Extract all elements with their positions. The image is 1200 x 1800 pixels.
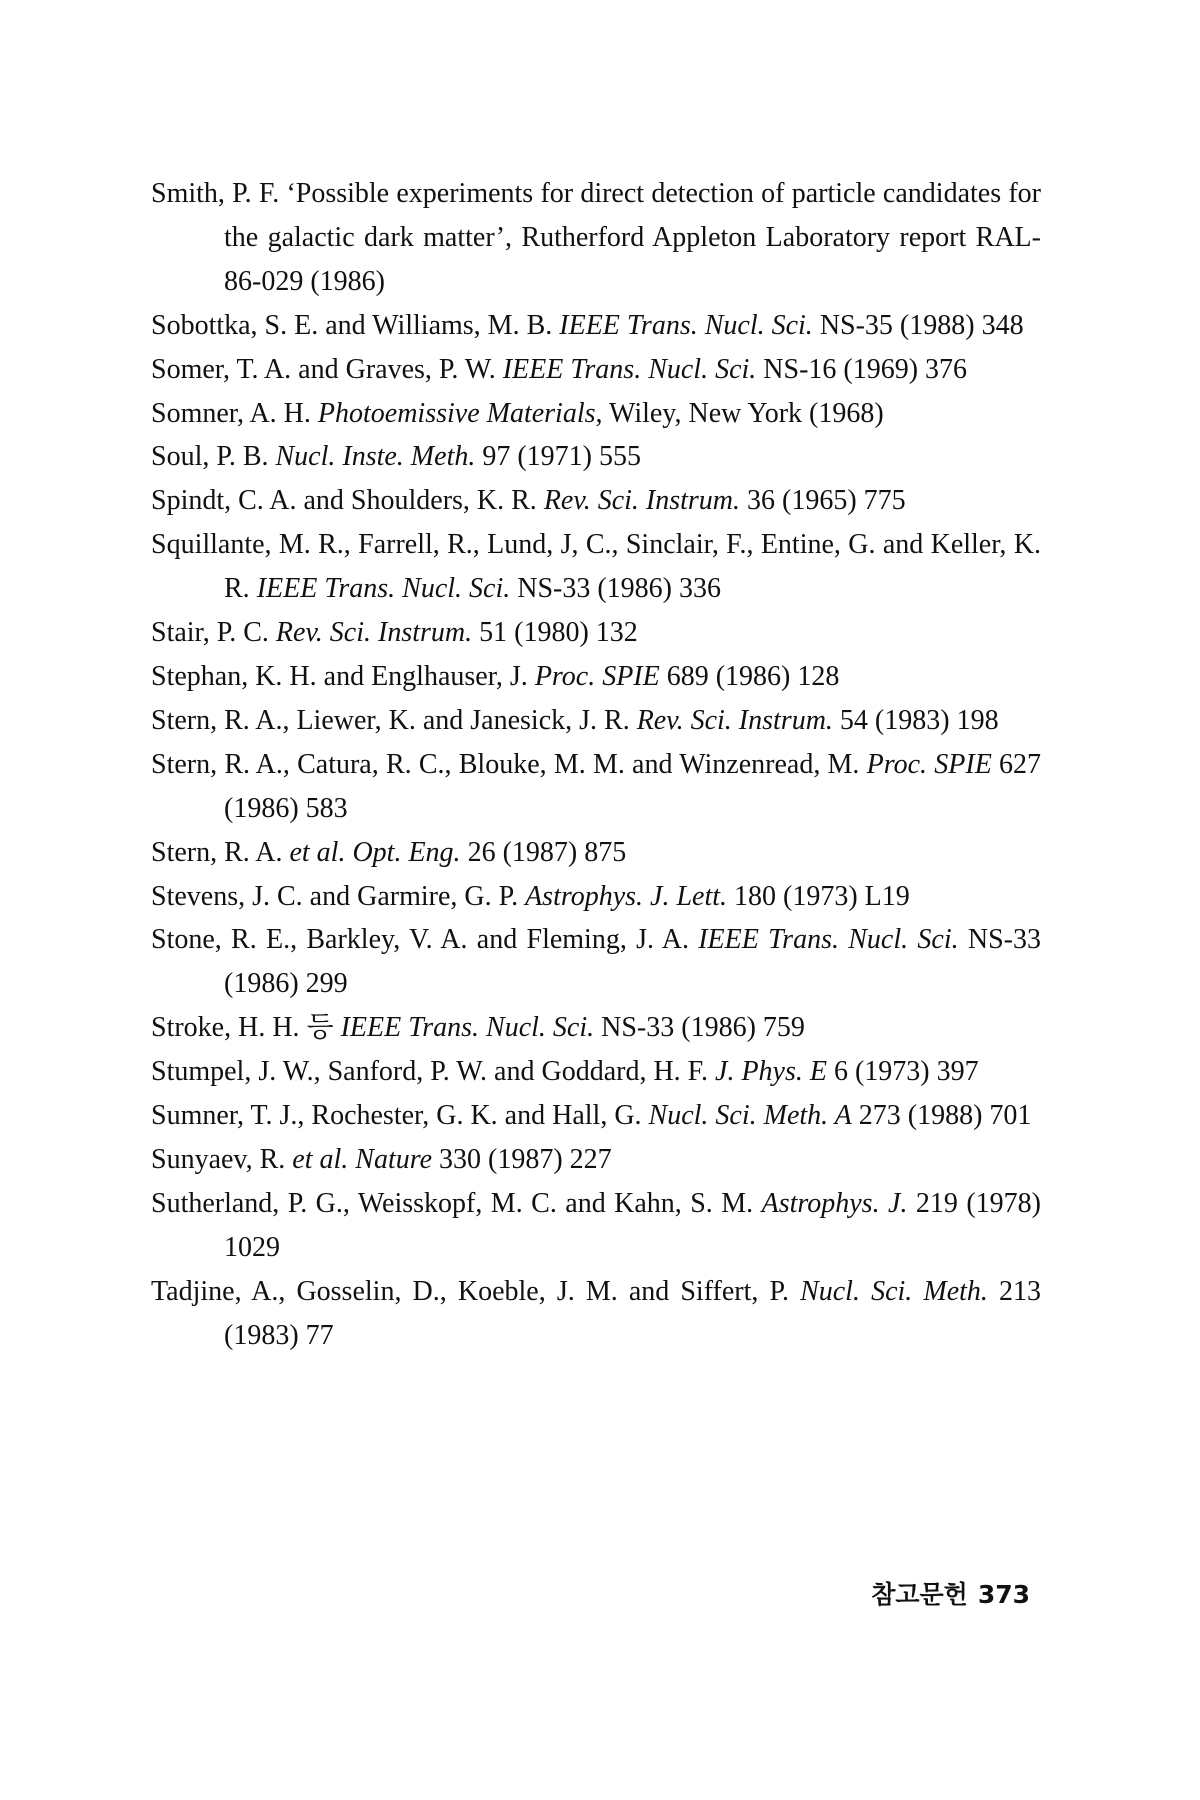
reference-text: Stone, R. E., Barkley, V. A. and Fleming, J. A. (151, 924, 699, 956)
reference-text: 54 (1983) 198 (832, 704, 999, 736)
reference-text: Sobottka, S. E. and Williams, M. B. (151, 309, 560, 341)
reference-journal-title: IEEE Trans. Nucl. Sci. (340, 1012, 595, 1044)
reference-text: 273 (1988) 701 (851, 1100, 1032, 1132)
reference-text: Stevens, J. C. and Garmire, G. P. (151, 880, 526, 912)
reference-entry (151, 1094, 1041, 1138)
reference-text: Sunyaev, R. (151, 1143, 293, 1175)
reference-journal-title: Rev. Sci. Instrum. (275, 617, 473, 649)
reference-entry (151, 611, 1041, 655)
reference-text: Smith, P. F. ‘Possible experiments for direct detection of particle candidates for the galactic dark matter’, Rutherford Appleton Laboratory report RAL-86-029 (1986) (151, 178, 1041, 297)
reference-journal-title: J. Phys. E (715, 1056, 827, 1088)
reference-text: NS-33 (1986) 759 (594, 1012, 805, 1044)
reference-journal-title: Nucl. Sci. Meth. A (648, 1100, 852, 1132)
reference-text: Sutherland, P. G., Weisskopf, M. C. and Kahn, S. M. (151, 1187, 762, 1219)
reference-entry (151, 699, 1041, 743)
reference-text: 51 (1980) 132 (472, 617, 638, 649)
reference-text: 219 (1978) 1029 (224, 1187, 1041, 1263)
reference-journal-title: IEEE Trans. Nucl. Sci. (698, 924, 959, 956)
reference-text: 26 (1987) 875 (460, 836, 627, 868)
reference-journal-title: et al. Nature (292, 1143, 433, 1175)
reference-entry (151, 1050, 1041, 1094)
reference-text: Stair, P. C. (151, 617, 276, 649)
reference-journal-title: Rev. Sci. Instrum. (543, 485, 741, 517)
reference-text: NS-33 (1986) 336 (510, 573, 721, 605)
reference-text: Somner, A. H. (151, 397, 318, 429)
reference-text: Wiley, New York (1968) (602, 397, 884, 429)
reference-journal-title: et al. Opt. Eng. (289, 836, 461, 868)
reference-journal-title: Astrophys. J. Lett. (525, 880, 728, 912)
reference-entry (151, 1138, 1041, 1182)
reference-entry (151, 304, 1041, 348)
reference-entry (151, 479, 1041, 523)
reference-entry (151, 875, 1041, 919)
reference-journal-title: Nucl. Sci. Meth. (800, 1275, 988, 1307)
reference-journal-title: IEEE Trans. Nucl. Sci. (502, 353, 757, 385)
page-footer (870, 1580, 1030, 1610)
reference-text: Tadjine, A., Gosselin, D., Koeble, J. M. and Siffert, P. (151, 1275, 801, 1307)
reference-journal-title: Proc. SPIE (534, 660, 660, 692)
reference-journal-title: Photoemissive Materials, (317, 397, 603, 429)
reference-text: Stern, R. A., Catura, R. C., Blouke, M. M. and Winzenread, M. (151, 748, 867, 780)
reference-journal-title: Proc. SPIE (866, 748, 992, 780)
reference-entry (151, 918, 1041, 1006)
reference-entry (151, 435, 1041, 479)
reference-entry (151, 523, 1041, 611)
page-number: 373 (977, 1580, 1030, 1609)
reference-text: Squillante, M. R., Farrell, R., Lund, J, C., Sinclair, F., Entine, G. and Keller, K. R. (151, 529, 1041, 605)
reference-entry (151, 831, 1041, 875)
reference-text: Soul, P. B. (151, 441, 276, 473)
reference-entry (151, 1182, 1041, 1270)
reference-entry (151, 392, 1041, 436)
reference-text: NS-33 (1986) 299 (224, 924, 1041, 1000)
reference-text: NS-35 (1988) 348 (812, 309, 1024, 341)
reference-text: Sumner, T. J., Rochester, G. K. and Hall, G. (151, 1100, 649, 1132)
reference-text: NS-16 (1969) 376 (756, 353, 968, 385)
reference-entry (151, 655, 1041, 699)
reference-text: 213 (1983) 77 (224, 1275, 1042, 1351)
reference-list (151, 172, 1041, 1357)
reference-entry (151, 1006, 1041, 1050)
reference-entry (151, 172, 1041, 304)
reference-text: 6 (1973) 397 (826, 1056, 979, 1088)
reference-text: Stern, R. A., Liewer, K. and Janesick, J. R. (151, 704, 637, 736)
reference-journal-title: IEEE Trans. Nucl. Sci. (256, 573, 511, 605)
reference-text: 689 (1986) 128 (659, 660, 840, 692)
section-label: 참고문헌 (871, 1580, 968, 1609)
reference-text: Somer, T. A. and Graves, P. W. (151, 353, 503, 385)
reference-text: Stephan, K. H. and Englhauser, J. (151, 660, 535, 692)
reference-journal-title: Nucl. Inste. Meth. (275, 441, 476, 473)
reference-entry (151, 743, 1041, 831)
reference-text: 627 (1986) 583 (224, 748, 1042, 824)
reference-text: Stumpel, J. W., Sanford, P. W. and Goddard, H. F. (151, 1056, 716, 1088)
reference-text: Stern, R. A. (151, 836, 290, 868)
reference-text: Stroke, H. H. 등 (151, 1012, 341, 1044)
reference-entry (151, 1270, 1041, 1358)
reference-text: 36 (1965) 775 (740, 485, 906, 517)
reference-entry (151, 348, 1041, 392)
reference-journal-title: IEEE Trans. Nucl. Sci. (559, 309, 813, 341)
reference-text: 330 (1987) 227 (432, 1143, 612, 1175)
reference-text: 180 (1973) L19 (727, 880, 910, 912)
reference-journal-title: Astrophys. J. (761, 1187, 908, 1219)
reference-text: Spindt, C. A. and Shoulders, K. R. (151, 485, 544, 517)
reference-journal-title: Rev. Sci. Instrum. (636, 704, 833, 736)
reference-text: 97 (1971) 555 (475, 441, 641, 473)
